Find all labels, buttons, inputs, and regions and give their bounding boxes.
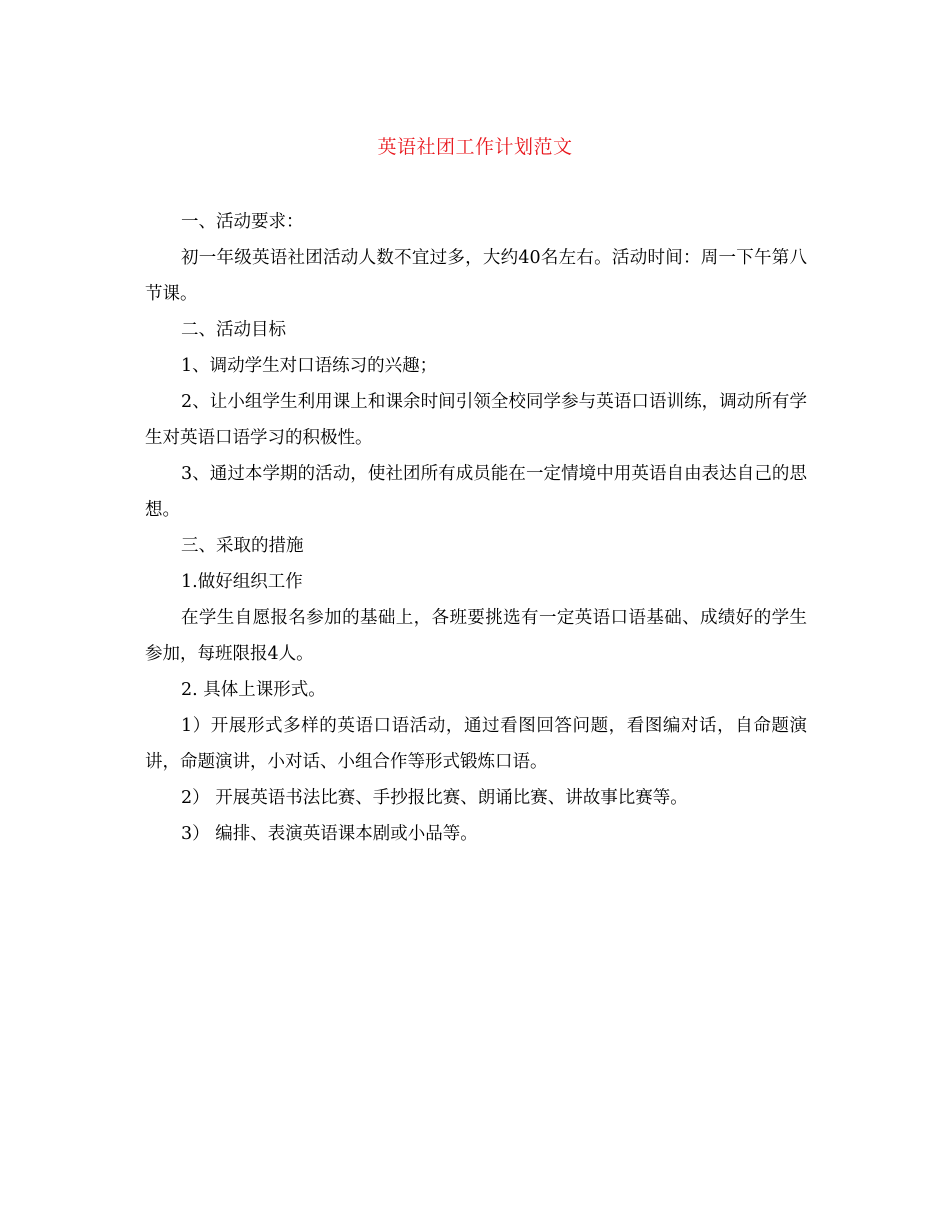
heading-activity-requirements: 一、活动要求： bbox=[181, 212, 304, 232]
format-item-1: 1）开展形式多样的英语口语活动，通过看图回答问题，看图编对话，自命题演讲，命题演讲，小对话、小组合作等形式锻炼口语。 bbox=[145, 716, 807, 772]
goal-item-1: 1、调动学生对口语练习的兴趣； bbox=[181, 356, 438, 376]
format-item-2: 2） 开展英语书法比赛、手抄报比赛、朗诵比赛、讲故事比赛等。 bbox=[181, 788, 688, 808]
format-item-3: 3） 编排、表演英语课本剧或小品等。 bbox=[181, 824, 478, 844]
heading-activity-goals: 二、活动目标 bbox=[181, 320, 286, 340]
document-body bbox=[145, 204, 807, 852]
goal-item-3: 3、通过本学期的活动，使社团所有成员能在一定情境中用英语自由表达自己的思想。 bbox=[145, 464, 807, 520]
heading-measures: 三、采取的措施 bbox=[181, 536, 304, 556]
measure-subheading-1: 1.做好组织工作 bbox=[181, 572, 303, 592]
measure-paragraph-1: 在学生自愿报名参加的基础上，各班要挑选有一定英语口语基础、成绩好的学生参加，每班限报4人。 bbox=[145, 608, 807, 664]
measure-subheading-2: 2. 具体上课形式。 bbox=[181, 680, 326, 700]
goal-item-2: 2、让小组学生利用课上和课余时间引领全校同学参与英语口语训练，调动所有学生对英语口语学习的积极性。 bbox=[145, 392, 807, 448]
paragraph-activity-requirements: 初一年级英语社团活动人数不宜过多，大约40名左右。活动时间：周一下午第八节课。 bbox=[145, 248, 807, 304]
document-title: 英语社团工作计划范文 bbox=[377, 136, 573, 158]
